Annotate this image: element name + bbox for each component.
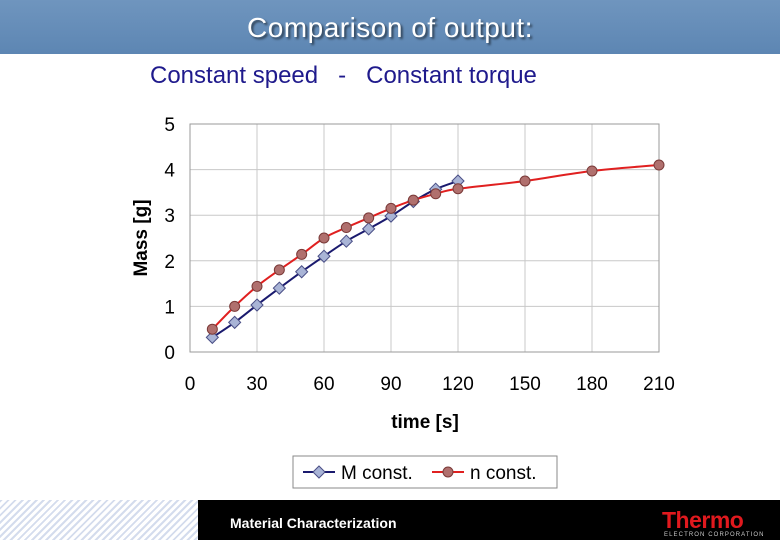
data-point [341,223,351,233]
data-point [386,203,396,213]
x-tick-label: 120 [442,374,474,395]
x-tick-label: 0 [184,374,196,395]
chart-grid [190,124,659,352]
x-axis-label: time [s] [391,412,459,433]
x-tick-label: 150 [509,374,541,395]
legend-label: n const. [470,463,537,484]
plot-border [190,124,659,352]
data-point [587,166,597,176]
data-point [297,249,307,259]
data-point [364,213,374,223]
x-tick-label: 180 [576,374,608,395]
data-point [252,281,262,291]
x-tick-label: 60 [313,374,335,395]
chart-ticks [164,115,674,395]
footer-bar [0,500,780,540]
data-point [363,223,375,235]
y-tick-label: 4 [164,160,175,182]
chart-axes [190,124,659,352]
y-tick-label: 2 [164,251,175,273]
chart-legend [293,456,557,488]
y-tick-label: 0 [164,343,175,364]
y-axis-label: Mass [g] [131,199,152,277]
data-point [230,301,240,311]
x-tick-label: 30 [246,374,268,395]
series-1 [206,175,464,343]
legend-marker [443,467,453,477]
footer-pattern [0,500,198,540]
y-tick-label: 1 [164,297,175,319]
x-tick-label: 210 [643,374,675,395]
data-point [319,233,329,243]
footer-label: Material Characterization [230,515,397,531]
data-point [520,176,530,186]
data-point [453,184,463,194]
data-point [431,189,441,199]
brand-tagline: ELECTRON CORPORATION [664,532,765,538]
brand-logo: Thermo [662,507,744,533]
legend-label: M const. [341,463,413,484]
y-tick-label: 3 [164,206,175,228]
data-point [408,195,418,205]
slide-title: Comparison of output: [247,12,533,43]
x-tick-label: 90 [380,374,402,395]
series-line [212,181,458,337]
data-point [654,160,664,170]
data-point [207,324,217,334]
slide-subtitle: Constant speed - Constant torque [150,62,537,89]
data-point [274,265,284,275]
chart-series [206,160,664,343]
y-tick-label: 5 [164,115,175,136]
data-point [340,235,352,247]
